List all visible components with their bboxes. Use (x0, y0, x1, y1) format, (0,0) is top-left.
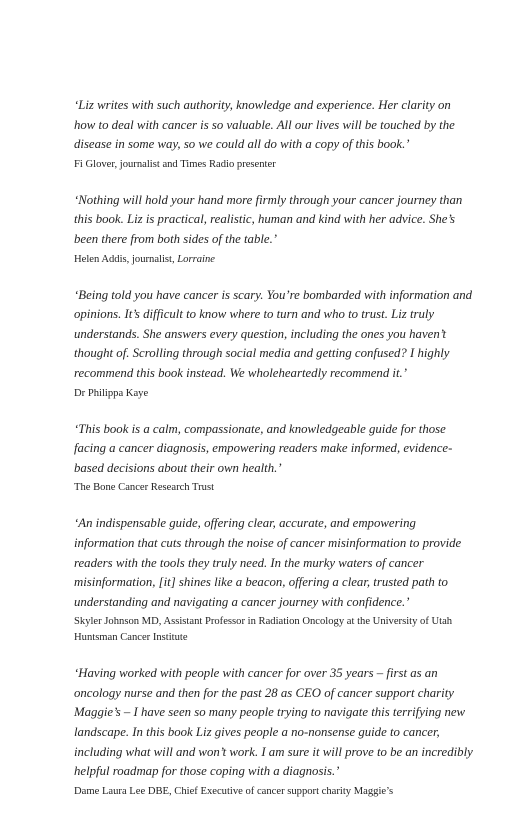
endorsement-block (74, 191, 474, 268)
attribution-text: Fi Glover, journalist and Times Radio presenter (74, 158, 276, 170)
endorsement-block (74, 286, 474, 402)
endorsement-attribution (74, 614, 474, 646)
attribution-text: The Bone Cancer Research Trust (74, 482, 215, 494)
endorsement-attribution (74, 252, 474, 268)
endorsement-attribution (74, 386, 474, 402)
attribution-text: Helen Addis, journalist, (74, 253, 178, 265)
endorsement-block (74, 664, 474, 800)
endorsement-quote: ‘Nothing will hold your hand more firmly through your cancer journey than this book. Liz is practical, realistic, human and kind with her advice. She’s been there from both sides of the table.’ (74, 192, 463, 246)
attribution-text: Dr Philippa Kaye (74, 387, 149, 399)
endorsements-page (74, 96, 474, 818)
endorsement-block (74, 514, 474, 646)
attribution-text: Dame Laura Lee DBE, Chief Executive of cancer support charity Maggie’s (74, 785, 394, 797)
attribution-italic-text: Lorraine (177, 253, 215, 265)
endorsement-quote: ‘Having worked with people with cancer for over 35 years – first as an oncology nurse and then for the past 28 as CEO of cancer support charity Maggie’s – I have seen so many people trying to navigate this terrifying new landscape. In this book Liz gives people a no-nonsense guide to cancer, including what will and won’t work. I am sure it will prove to be an incredibly helpful roadmap for those coping with a diagnosis.’ (74, 666, 473, 779)
endorsement-block (74, 420, 474, 497)
attribution-text: Skyler Johnson MD, Assistant Professor in Radiation Oncology at the University of Utah Huntsman Cancer Institute (74, 616, 453, 644)
endorsement-attribution (74, 784, 474, 800)
endorsement-quote: ‘This book is a calm, compassionate, and knowledgeable guide for those facing a cancer diagnosis, empowering readers make informed, evidence-based decisions about their own health.’ (74, 421, 453, 475)
endorsement-attribution (74, 157, 474, 173)
endorsement-block (74, 96, 474, 173)
endorsement-quote: ‘Being told you have cancer is scary. You’re bombarded with information and opinions. It’s difficult to know where to turn and who to trust. Liz truly understands. She answers every question, including the ones you haven’t thought of. Scrolling through social media and getting confused? I highly recommend this book instead. We wholeheartedly recommend it.’ (74, 287, 473, 380)
endorsement-quote: ‘An indispensable guide, offering clear, accurate, and empowering information that cuts through the noise of cancer misinformation to provide readers with the tools they truly need. In the murky waters of cancer misinformation, [it] shines like a beacon, offering a clear, trusted path to understanding and navigating a cancer journey with confidence.’ (74, 516, 462, 609)
endorsement-quote: ‘Liz writes with such authority, knowledge and experience. Her clarity on how to deal with cancer is so valuable. All our lives will be touched by the disease in some way, so we could all do with a copy of this book.’ (74, 98, 455, 152)
endorsement-attribution (74, 480, 474, 496)
